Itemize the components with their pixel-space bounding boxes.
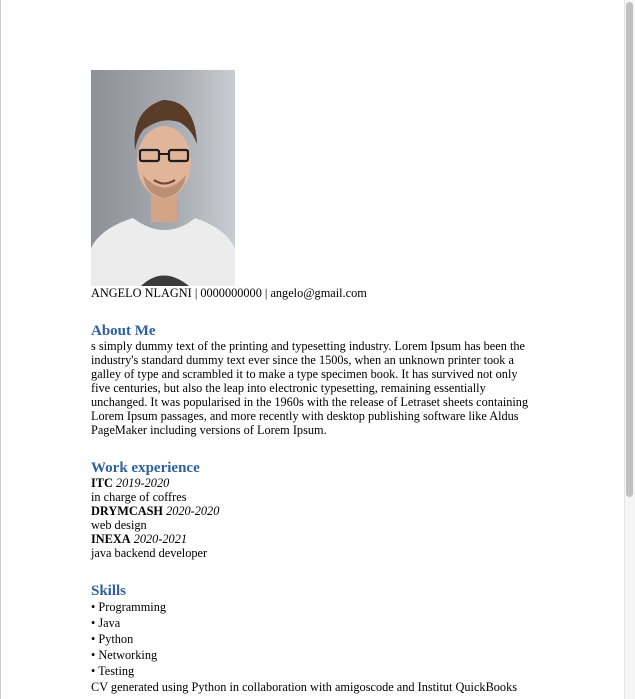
page-left-border [0,0,1,699]
footer-note: CV generated using Python in collaboration with amigoscode and Institut QuickBooks [91,680,518,694]
job-years: 2020-2020 [166,504,220,518]
job-header [91,532,531,546]
job-entry [91,476,531,504]
job-entry [91,532,531,560]
about-heading: About Me [91,323,156,339]
scrollbar-thumb[interactable] [626,2,633,497]
profile-photo [91,70,235,286]
skill-item: • Python [91,632,134,646]
skill-item: • Networking [91,648,158,662]
skill-item: • Programming [91,600,167,614]
job-entry [91,504,531,532]
profile-photo-image [91,70,235,286]
job-header [91,476,531,490]
job-role: in charge of coffres [91,490,187,504]
job-company: INEXA [91,532,131,546]
skill-item: • Testing [91,664,135,678]
job-company: ITC [91,476,113,490]
contact-line: ANGELO NLAGNI | 0000000000 | angelo@gmail.com [91,286,367,300]
job-role: web design [91,518,147,532]
job-years: 2020-2021 [133,532,188,546]
work-heading: Work experience [91,460,200,476]
vertical-scrollbar[interactable] [624,0,635,699]
skill-item: • Java [91,616,121,630]
job-header [91,504,531,518]
job-role: java backend developer [91,546,208,560]
cv-document [91,70,531,695]
skills-heading: Skills [91,583,127,599]
about-text: s simply dummy text of the printing and typesetting industry. Lorem Ipsum has been the industry's standard dummy text ever since the 1500s, when an unknown printer took a galley of type and scrambled it to make a type specimen book. It has survived not only five centuries, but also the leap into electronic typesetting, remaining essentially unchanged. It was popularised in the 1960s with the release of Letraset sheets containing Lorem Ipsum passages, and more recently with desktop publishing software like Aldus PageMaker including versions of Lorem Ipsum. [91,339,529,437]
job-company: DRYMCASH [91,504,163,518]
skills-list [91,599,531,679]
job-years: 2019-2020 [115,476,170,490]
